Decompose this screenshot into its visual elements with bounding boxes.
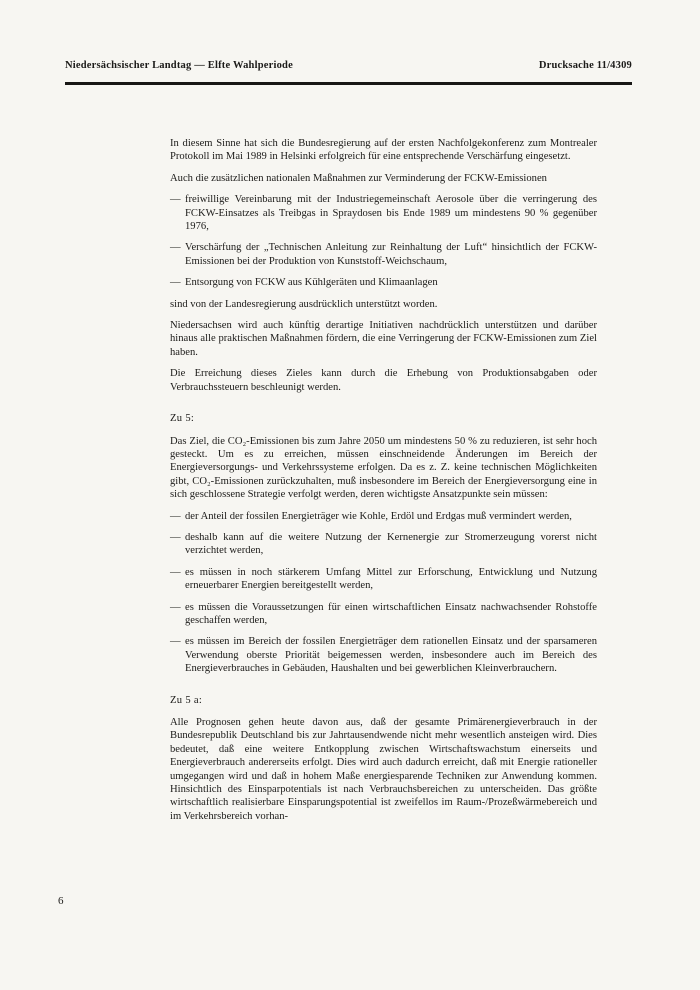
bullet-item xyxy=(170,510,597,523)
paragraph: Alle Prognosen gehen heute davon aus, daß der gesamte Primärenergieverbrauch in der Bundesrepublik Deutschland bis zur Jahrtausendwende nicht mehr wesentlich ansteigen wird. Dies bedeutet, daß eine weitere Entkopplung zwischen Wirtschaftswachstum einerseits und Energieverbrauch andererseits erfolgt. Dies wird auch dadurch erreicht, daß mit Energie rationeller umgegangen wird und daß in hohem Maße energiesparende Techniken zur Anwendung kommen. Hinsichtlich des Einsparpotentials ist nach Verbrauchsbereichen zu unterscheiden. Das größte wirtschaftlich realisierbare Einsparungspotential ist zweifellos im Raum-/Prozeßwärmebereich und im Verkehrsbereich vorhan- xyxy=(170,717,597,822)
section-heading: Zu 5: xyxy=(170,413,195,425)
paragraph: Die Erreichung dieses Zieles kann durch die Erhebung von Produktionsabgaben oder Verbrauchssteuern beschleunigt werden. xyxy=(170,368,597,393)
bullet-item xyxy=(170,531,597,558)
page-number: 6 xyxy=(58,895,64,907)
paragraph: sind von der Landesregierung ausdrücklich unterstützt worden. xyxy=(170,298,438,310)
document-body xyxy=(170,137,597,831)
bullet-dash-icon: — xyxy=(170,510,181,522)
bullet-dash-icon: — xyxy=(170,194,181,206)
bullet-dash-icon: — xyxy=(170,566,181,578)
bullet-dash-icon: — xyxy=(170,531,181,543)
bullet-item xyxy=(170,566,597,593)
bullet-item xyxy=(170,241,597,268)
page-header xyxy=(65,60,632,71)
bullet-text: der Anteil der fossilen Energieträger wie Kohle, Erdöl und Erdgas muß vermindert werden, xyxy=(185,510,572,522)
section-heading: Zu 5 a: xyxy=(170,694,203,706)
bullet-text: es müssen die Voraussetzungen für einen wirtschaftlichen Einsatz nachwachsender Rohstoffe geschaffen werden, xyxy=(185,601,597,626)
bullet-dash-icon: — xyxy=(170,242,181,254)
bullet-item xyxy=(170,635,597,675)
header-left-title: Niedersächsischer Landtag — Elfte Wahlperiode xyxy=(65,60,293,71)
bullet-text: es müssen im Bereich der fossilen Energieträger dem rationellen Einsatz und der sparsameren Verwendung oberste Priorität beigemessen werden, insbesondere auch im Bereich des Energieverbrauches in Gebäuden, Haushalten und bei gewerblichen Kleinverbrauchern. xyxy=(185,636,597,675)
bullet-text: Verschärfung der „Technischen Anleitung zur Reinhaltung der Luft“ hinsichtlich der FCKW-Emissionen bei der Produktion von Kunststoff-Weichschaum, xyxy=(185,242,597,267)
bullet-dash-icon: — xyxy=(170,277,181,289)
bullet-text: deshalb kann auf die weitere Nutzung der Kernenergie zur Stromerzeugung vorerst nicht verzichtet werden, xyxy=(185,531,597,557)
paragraph: Niedersachsen wird auch künftig derartige Initiativen nachdrücklich unterstützen und darüber hinaus alle praktischen Maßnahmen fördern, die eine Verringerung der FCKW-Emissionen zum Ziel haben. xyxy=(170,320,597,358)
paragraph: In diesem Sinne hat sich die Bundesregierung auf der ersten Nachfolgekonferenz zum Montrealer Protokoll im Mai 1989 in Helsinki erfolgreich für eine entsprechende Verschärfung eingesetzt. xyxy=(170,138,597,163)
bullet-item xyxy=(170,601,597,628)
bullet-item xyxy=(170,193,597,233)
header-right-doc-number: Drucksache 11/4309 xyxy=(538,60,632,71)
bullet-item xyxy=(170,276,597,289)
bullet-text: Entsorgung von FCKW aus Kühlgeräten und Klimaanlagen xyxy=(185,277,438,289)
bullet-dash-icon: — xyxy=(170,601,181,613)
paragraph: Das Ziel, die CO₂-Emissionen bis zum Jahre 2050 um mindestens 50 % zu reduzieren, ist sehr hoch gesteckt. Um es zu erreichen, müssen einschneidende Änderungen im Bereich der Energieversorgungs- und Verkehrssysteme erfolgen. Da es z. Z. keine technischen Möglichkeiten gibt, CO₂-Emissionen zurückzuhalten, muß insbesondere im Bereich der Energieversorgung eine in sich geschlossene Strategie verfolgt werden, deren wichtigste Ansatzpunkte sein müssen: xyxy=(170,435,597,501)
bullet-text: es müssen in noch stärkerem Umfang Mittel zur Erforschung, Entwicklung und Nutzung erneuerbarer Energien bereitgestellt werden, xyxy=(185,566,597,592)
paragraph: Auch die zusätzlichen nationalen Maßnahmen zur Verminderung der FCKW-Emissionen xyxy=(170,172,547,184)
bullet-dash-icon: — xyxy=(170,636,181,648)
bullet-text: freiwillige Vereinbarung mit der Industriegemeinschaft Aerosole über die verringerung des FCKW-Einsatzes als Treibgas in Spraydosen bis Ende 1989 um mindestens 90 % gegenüber 1976, xyxy=(185,194,597,233)
header-rule xyxy=(65,82,632,85)
